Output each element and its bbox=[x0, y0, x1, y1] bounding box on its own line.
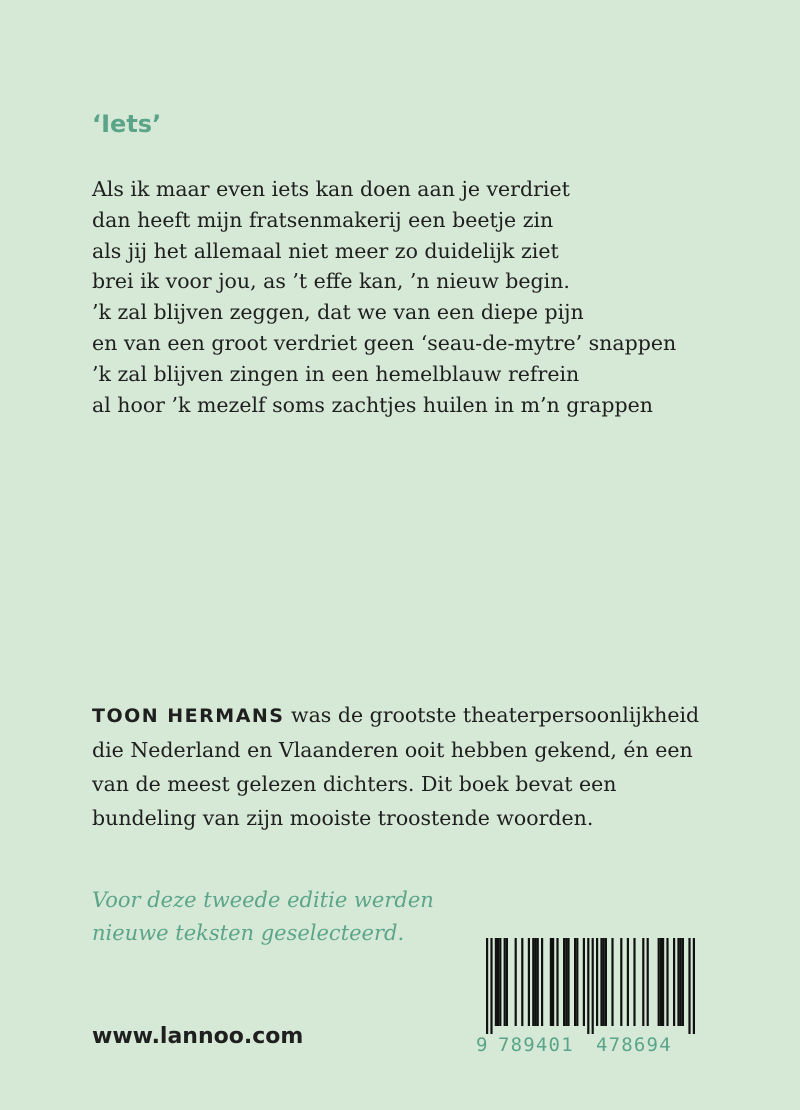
barcode-bar bbox=[677, 938, 679, 1026]
barcode-bar bbox=[605, 938, 607, 1026]
barcode-bar bbox=[620, 938, 622, 1026]
barcode-bar bbox=[658, 938, 660, 1026]
barcode-bar bbox=[647, 938, 649, 1026]
barcode-bar bbox=[567, 938, 569, 1026]
barcode-bar bbox=[627, 938, 629, 1026]
barcode-bar bbox=[600, 938, 602, 1026]
isbn-digits-right: 478694 bbox=[596, 1034, 672, 1056]
barcode-bars bbox=[468, 938, 708, 1034]
barcode-bar bbox=[486, 938, 488, 1034]
barcode-bar bbox=[563, 938, 565, 1026]
isbn-digit-first: 9 bbox=[476, 1034, 489, 1056]
barcode-bar bbox=[662, 938, 664, 1026]
barcode-bar bbox=[495, 938, 497, 1026]
barcode-bar bbox=[565, 938, 567, 1026]
poem-line: ’k zal blijven zingen in een hemelblauw refrein bbox=[92, 361, 580, 386]
barcode-bar bbox=[541, 938, 543, 1026]
barcode-bar bbox=[576, 938, 578, 1026]
barcode-bar bbox=[534, 938, 536, 1026]
barcode-bar bbox=[528, 938, 530, 1026]
barcode-bar bbox=[680, 938, 682, 1026]
author-bio bbox=[92, 698, 722, 835]
barcode-bar bbox=[642, 938, 644, 1026]
poem-line: brei ik voor jou, as ’t effe kan, ’n nieuw begin. bbox=[92, 269, 570, 294]
barcode-bar bbox=[611, 938, 613, 1026]
barcode-bar bbox=[552, 938, 554, 1026]
barcode-bar bbox=[556, 938, 558, 1026]
barcode-bar bbox=[537, 938, 539, 1026]
barcode-bar bbox=[673, 938, 675, 1026]
poem-line: ’k zal blijven zeggen, dat we van een diepe pijn bbox=[92, 300, 584, 325]
barcode-bar bbox=[693, 938, 695, 1034]
barcode-bar bbox=[603, 938, 605, 1026]
barcode-bar bbox=[583, 938, 585, 1026]
barcode-bar bbox=[490, 938, 492, 1034]
poem-title: ‘Iets’ bbox=[92, 110, 162, 138]
isbn-number bbox=[468, 1034, 708, 1062]
barcode-bar bbox=[574, 938, 576, 1026]
poem-line: dan heeft mijn fratsenmakerij een beetje zin bbox=[92, 207, 554, 232]
barcode-bar bbox=[587, 938, 589, 1034]
isbn-digits-left: 789401 bbox=[498, 1034, 574, 1056]
barcode-bar bbox=[688, 938, 690, 1034]
barcode-bar bbox=[504, 938, 506, 1026]
barcode-bar bbox=[506, 938, 508, 1026]
barcode-bar bbox=[592, 938, 594, 1034]
barcode-bar bbox=[497, 938, 499, 1026]
poem-line: en van een groot verdriet geen ‘seau-de-mytre’ snappen bbox=[92, 330, 677, 355]
barcode-bar bbox=[515, 938, 517, 1026]
barcode-bar bbox=[666, 938, 668, 1026]
author-bio-text: was de grootste theaterpersoonlijkheid die Nederland en Vlaanderen ooit hebben gekend, én een van de meest gelezen dichters. Dit boek bevat een bundeling van zijn mooiste troostende woorden. bbox=[92, 703, 700, 830]
poem-line: Als ik maar even iets kan doen aan je verdriet bbox=[92, 177, 570, 201]
barcode-bar bbox=[633, 938, 635, 1026]
poem-line: al hoor ’k mezelf soms zachtjes huilen in m’n grappen bbox=[92, 392, 653, 417]
barcode-bar bbox=[499, 938, 501, 1026]
barcode-bar bbox=[596, 938, 598, 1026]
barcode-bar bbox=[521, 938, 523, 1026]
barcode-bar bbox=[532, 938, 534, 1026]
barcode-bar bbox=[682, 938, 684, 1026]
edition-note: Voor deze tweede editie werden nieuwe teksten geselecteerd. bbox=[92, 888, 434, 945]
publisher-website-link[interactable]: www.lannoo.com bbox=[92, 1024, 304, 1049]
poem-line: als jij het allemaal niet meer zo duidelijk ziet bbox=[92, 238, 559, 263]
author-name: TOON HERMANS bbox=[92, 705, 285, 727]
barcode-bar bbox=[550, 938, 552, 1026]
isbn-barcode bbox=[468, 938, 708, 1063]
poem-text bbox=[92, 174, 732, 420]
barcode-bar bbox=[660, 938, 662, 1026]
